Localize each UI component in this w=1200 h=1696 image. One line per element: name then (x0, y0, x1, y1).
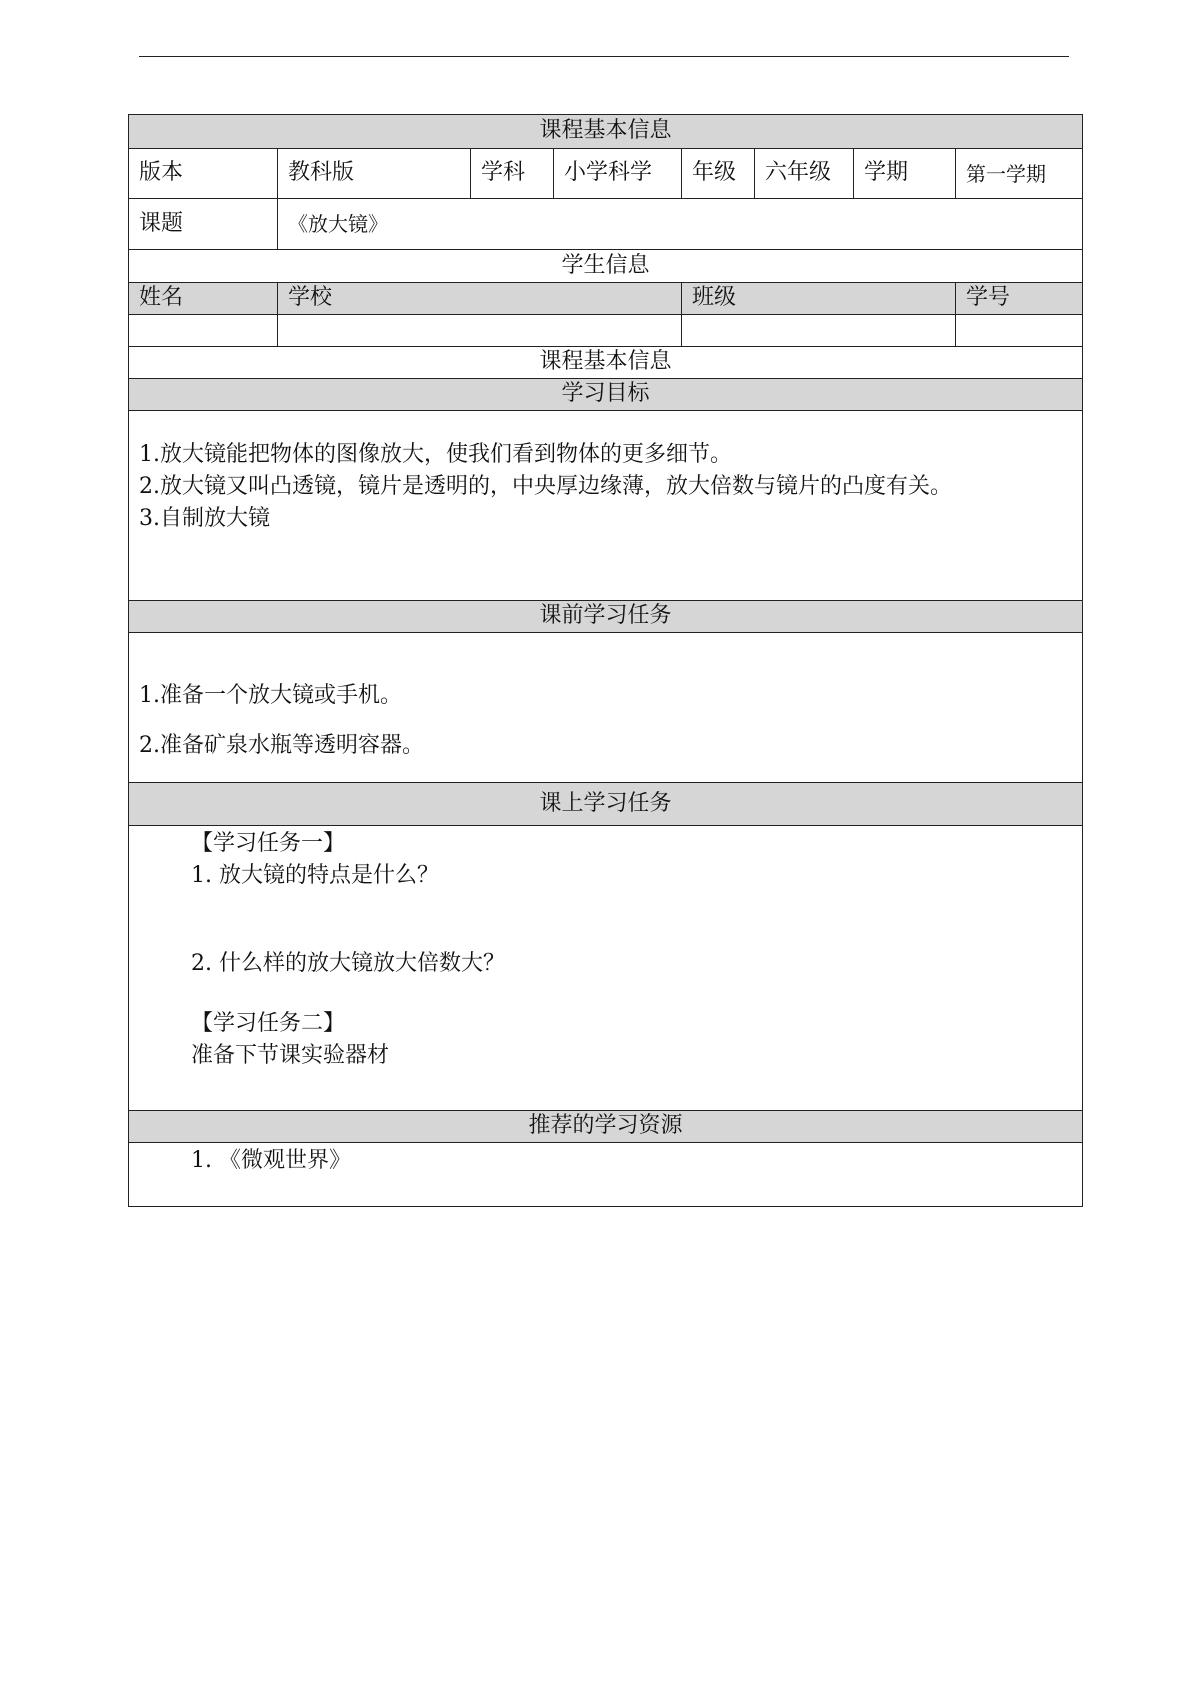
subject-label: 学科 (471, 149, 554, 199)
student-info-header: 学生信息 (129, 250, 1083, 283)
edition-label: 版本 (129, 149, 278, 199)
course-info-2-header-row (129, 347, 1083, 379)
course-info-header: 课程基本信息 (129, 115, 1083, 149)
pre-class-header: 课前学习任务 (129, 601, 1083, 633)
pre-class-item: 2.准备矿泉水瓶等透明容器。 (139, 733, 424, 758)
objective-item: 2.放大镜又叫凸透镜，镜片是透明的，中央厚边缘薄，放大倍数与镜片的凸度有关。 (139, 474, 952, 499)
in-class-body (129, 826, 1083, 1111)
pre-class-header-row (129, 601, 1083, 633)
grade-value: 六年级 (755, 149, 854, 199)
objective-item: 3.自制放大镜 (139, 506, 270, 531)
student-columns-row (129, 283, 1083, 315)
col-student-id: 学号 (956, 283, 1083, 315)
objectives-body-row (129, 411, 1083, 601)
objective-item: 1.放大镜能把物体的图像放大，使我们看到物体的更多细节。 (139, 442, 732, 467)
header-rule (139, 56, 1069, 57)
objectives-header: 学习目标 (129, 379, 1083, 411)
pre-class-item: 1.准备一个放大镜或手机。 (139, 683, 402, 708)
task1-question-1: 1. 放大镜的特点是什么？ (191, 863, 439, 888)
col-class: 班级 (682, 283, 956, 315)
col-name: 姓名 (129, 283, 278, 315)
in-class-header: 课上学习任务 (129, 783, 1083, 826)
course-info-2-header: 课程基本信息 (129, 347, 1083, 379)
resource-item: 1. 《微观世界》 (191, 1148, 351, 1173)
task1-question-2: 2. 什么样的放大镜放大倍数大？ (191, 951, 505, 976)
edition-value: 教科版 (278, 149, 471, 199)
objectives-body (129, 411, 1083, 601)
student-values-row (129, 315, 1083, 347)
term-label: 学期 (854, 149, 956, 199)
name-value[interactable] (129, 315, 278, 347)
course-sheet-table (128, 114, 1083, 1207)
topic-value: 《放大镜》 (278, 199, 1083, 250)
resources-body (129, 1143, 1083, 1207)
subject-value: 小学科学 (554, 149, 682, 199)
in-class-header-row (129, 783, 1083, 826)
resources-header: 推荐的学习资源 (129, 1111, 1083, 1143)
grade-label: 年级 (682, 149, 755, 199)
student-id-value[interactable] (956, 315, 1083, 347)
objectives-header-row (129, 379, 1083, 411)
course-meta-row (129, 149, 1083, 199)
pre-class-body-row (129, 633, 1083, 783)
class-value[interactable] (682, 315, 956, 347)
student-info-header-row (129, 250, 1083, 283)
term-value: 第一学期 (956, 149, 1083, 199)
pre-class-body (129, 633, 1083, 783)
topic-row (129, 199, 1083, 250)
topic-label: 课题 (129, 199, 278, 250)
course-info-header-row (129, 115, 1083, 149)
resources-body-row (129, 1143, 1083, 1207)
task2-text: 准备下节课实验器材 (191, 1043, 390, 1068)
resources-header-row (129, 1111, 1083, 1143)
task1-title: 【学习任务一】 (191, 831, 346, 856)
col-school: 学校 (278, 283, 682, 315)
school-value[interactable] (278, 315, 682, 347)
task2-title: 【学习任务二】 (191, 1011, 346, 1036)
in-class-body-row (129, 826, 1083, 1111)
